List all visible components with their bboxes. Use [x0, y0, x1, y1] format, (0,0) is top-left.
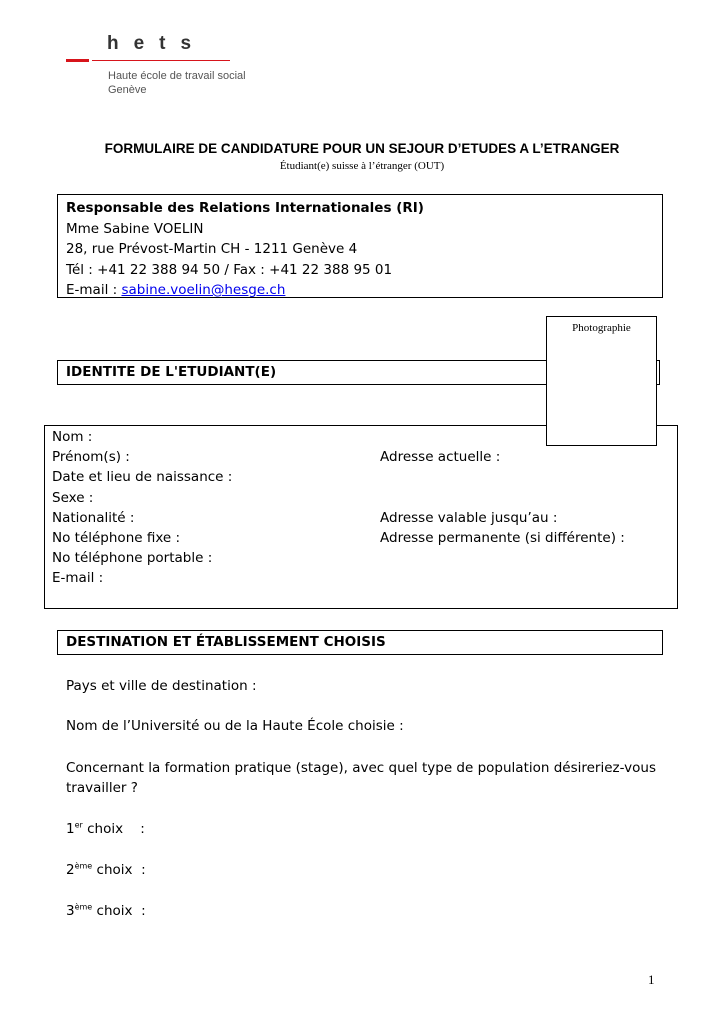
choice-3-label: choix :	[92, 903, 146, 919]
identity-left-fields	[52, 427, 232, 589]
choice-1-num: 1	[66, 821, 75, 837]
photo-label: Photographie	[572, 322, 631, 334]
page-subtitle: Étudiant(e) suisse à l’étranger (OUT)	[279, 160, 445, 172]
destination-country-city: Pays et ville de destination :	[66, 678, 257, 694]
field-tel-portable: No téléphone portable :	[52, 550, 213, 567]
ri-phone: Tél : +41 22 388 94 50 / Fax : +41 22 388 95 01	[66, 261, 393, 278]
logo-line-2: Genève	[108, 84, 147, 96]
identity-right-fields	[380, 427, 625, 548]
choice-3	[66, 901, 146, 921]
destination-university: Nom de l’Université ou de la Haute École choisie :	[66, 718, 404, 734]
field-nationalite: Nationalité :	[52, 509, 135, 526]
field-adresse-permanente: Adresse permanente (si différente) :	[380, 529, 625, 546]
identity-heading: IDENTITE DE L'ETUDIANT(E)	[66, 364, 277, 380]
destination-heading: DESTINATION ET ÉTABLISSEMENT CHOISIS	[66, 634, 386, 650]
logo-red-line	[92, 60, 230, 61]
ri-email-label: E-mail :	[66, 282, 122, 298]
choice-3-num: 3	[66, 903, 75, 919]
choice-2-label: choix :	[92, 862, 146, 878]
choice-1-label: choix :	[82, 821, 145, 837]
field-email: E-mail :	[52, 570, 104, 587]
page-number: 1	[648, 972, 655, 987]
choice-1-sup: er	[74, 820, 83, 830]
field-nom: Nom :	[52, 429, 93, 445]
field-naissance: Date et lieu de naissance :	[52, 469, 233, 486]
choice-2-sup: ème	[74, 861, 93, 871]
logo-letters: hets	[107, 33, 207, 54]
ri-name: Mme Sabine VOELIN	[66, 220, 204, 237]
logo-line-1: Haute école de travail social	[108, 70, 246, 82]
right-blank-2	[380, 467, 625, 487]
ri-email-row	[66, 280, 424, 301]
field-prenom: Prénom(s) :	[52, 449, 130, 466]
field-sexe: Sexe :	[52, 489, 94, 506]
right-blank-3	[380, 488, 625, 508]
right-blank-0	[380, 427, 625, 447]
field-adresse-valable: Adresse valable jusqu’au :	[380, 509, 558, 526]
choice-3-sup: ème	[74, 902, 93, 912]
logo-red-bar	[66, 59, 89, 62]
choice-2	[66, 860, 146, 880]
stage-question-line-1: Concernant la formation pratique (stage), avec quel type de population désireriez-vous	[66, 760, 656, 776]
logo-subtitle	[108, 69, 246, 97]
stage-question-line-2: travailler ?	[66, 780, 138, 796]
page-title: FORMULAIRE DE CANDIDATURE POUR UN SEJOUR D’ETUDES A L’ETRANGER	[104, 141, 620, 156]
ri-address: 28, rue Prévost-Martin CH - 1211 Genève 4	[66, 241, 358, 257]
ri-contact	[66, 198, 424, 301]
field-tel-fixe: No téléphone fixe :	[52, 529, 181, 546]
ri-heading: Responsable des Relations Internationales (RI)	[66, 200, 424, 216]
field-adresse-actuelle: Adresse actuelle :	[380, 449, 501, 466]
choice-2-num: 2	[66, 862, 75, 878]
ri-email-link[interactable]: sabine.voelin@hesge.ch	[121, 282, 286, 298]
choice-1	[66, 819, 145, 839]
